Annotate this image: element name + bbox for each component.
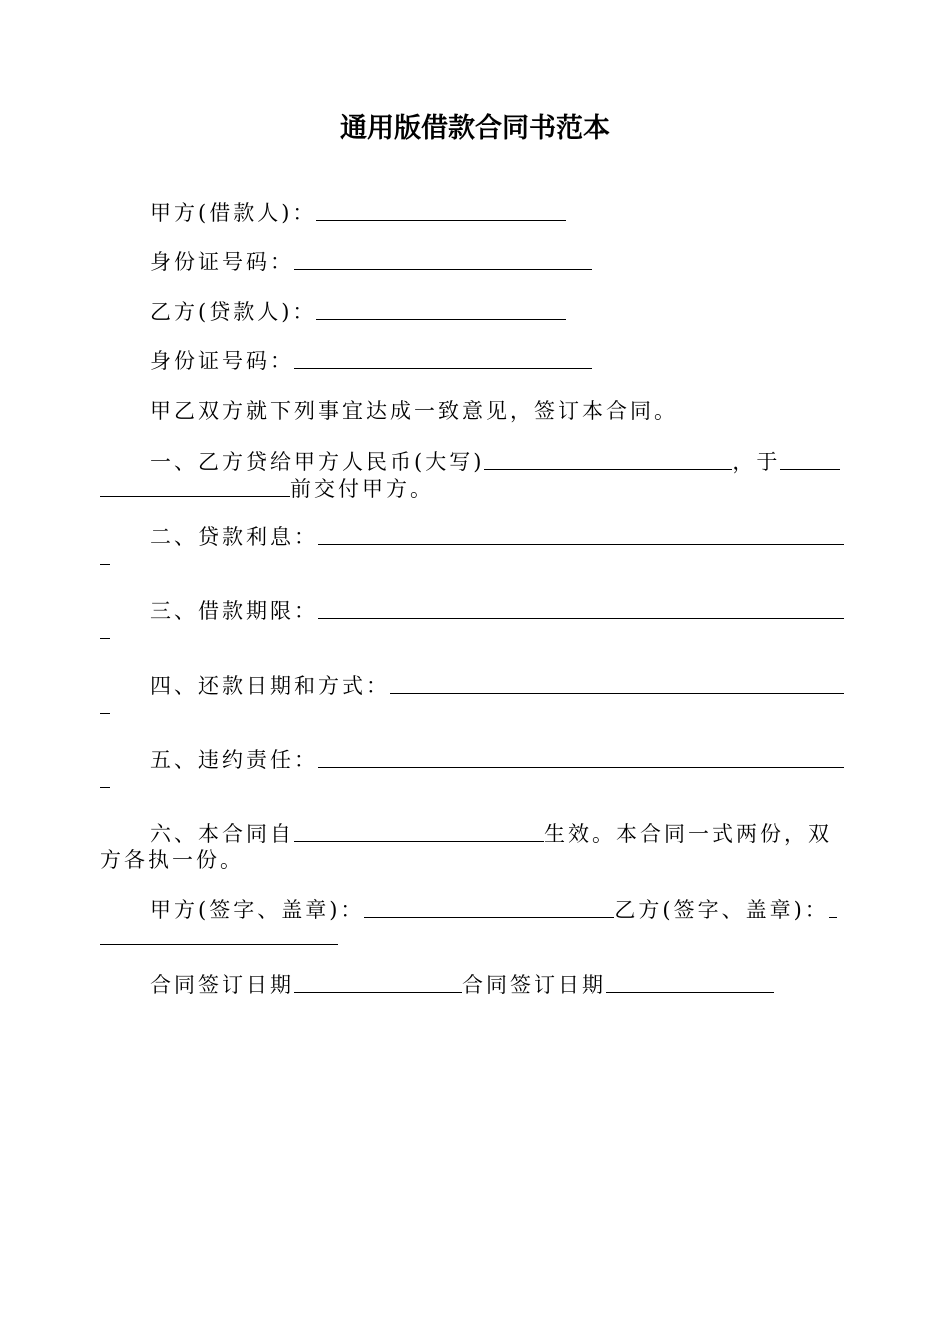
clause-1-amount-blank[interactable]: [484, 448, 732, 470]
clause-6-line-1: [100, 819, 902, 849]
party-b-signature-blank-b[interactable]: [100, 923, 338, 945]
clause-6-blank[interactable]: [294, 820, 544, 842]
borrower-id-blank[interactable]: [294, 248, 592, 270]
clause-5-blank[interactable]: [318, 746, 844, 768]
clause-6-line-2: [100, 846, 852, 875]
clause-4-tail-blank: [100, 713, 110, 714]
clause-4-label: 四、还款日期和方式：: [150, 674, 390, 698]
clause-6-text-b: 生效。本合同一式两份，双: [544, 822, 832, 846]
clause-1-text-c: 前交付甲方。: [290, 477, 434, 501]
clause-1-line-1: [100, 447, 902, 477]
clause-5-label: 五、违约责任：: [150, 748, 318, 772]
document-title: 通用版借款合同书范本: [340, 113, 610, 144]
intro-text: 甲乙双方就下列事宜达成一致意见，签订本合同。: [150, 399, 678, 423]
clause-1-line-2: [100, 474, 852, 504]
party-b-signature-blank-a[interactable]: [829, 896, 837, 918]
borrower-label: 甲方(借款人)：: [150, 201, 317, 225]
signing-date-line: [100, 970, 902, 1000]
intro-paragraph: [100, 397, 902, 426]
signature-line-2: [100, 922, 852, 952]
clause-5-tail-blank: [100, 787, 110, 788]
clause-6-text-a: 六、本合同自: [150, 822, 294, 846]
lender-label: 乙方(贷款人)：: [150, 300, 317, 324]
clause-1-date-blank-b[interactable]: [100, 475, 290, 497]
lender-blank[interactable]: [316, 298, 566, 320]
clause-1-text-b: ，于: [732, 450, 781, 474]
clause-4-blank[interactable]: [390, 672, 844, 694]
lender-line: [100, 297, 902, 327]
borrower-line: [100, 198, 902, 228]
date-a-blank[interactable]: [294, 971, 462, 993]
date-b-blank[interactable]: [606, 971, 774, 993]
borrower-blank[interactable]: [316, 199, 566, 221]
signature-line-1: [100, 895, 902, 925]
clause-2-blank[interactable]: [318, 523, 844, 545]
clause-1-date-blank-a[interactable]: [780, 448, 840, 470]
clause-3-blank[interactable]: [318, 597, 844, 619]
lender-id-blank[interactable]: [294, 347, 592, 369]
clause-6-text-c: 方各执一份。: [100, 848, 244, 872]
clause-3-label: 三、借款期限：: [150, 599, 318, 623]
party-a-signature-label: 甲方(签字、盖章)：: [150, 898, 365, 922]
clause-3-tail-blank: [100, 638, 110, 639]
clause-2-tail-blank: [100, 564, 110, 565]
date-b-label: 合同签订日期: [462, 973, 606, 997]
date-a-label: 合同签订日期: [150, 973, 294, 997]
clause-2-tail: [100, 548, 852, 565]
party-b-signature-label: 乙方(签字、盖章)：: [614, 898, 829, 922]
clause-4-tail: [100, 697, 852, 714]
borrower-id-label: 身份证号码：: [150, 250, 294, 274]
clause-3-tail: [100, 622, 852, 639]
borrower-id-line: [100, 247, 902, 277]
lender-id-label: 身份证号码：: [150, 349, 294, 373]
clause-1-text-a: 一、乙方贷给甲方人民币(大写): [150, 450, 485, 474]
lender-id-line: [100, 346, 902, 376]
clause-5-tail: [100, 771, 852, 788]
party-a-signature-blank[interactable]: [364, 896, 614, 918]
clause-2-label: 二、贷款利息：: [150, 525, 318, 549]
